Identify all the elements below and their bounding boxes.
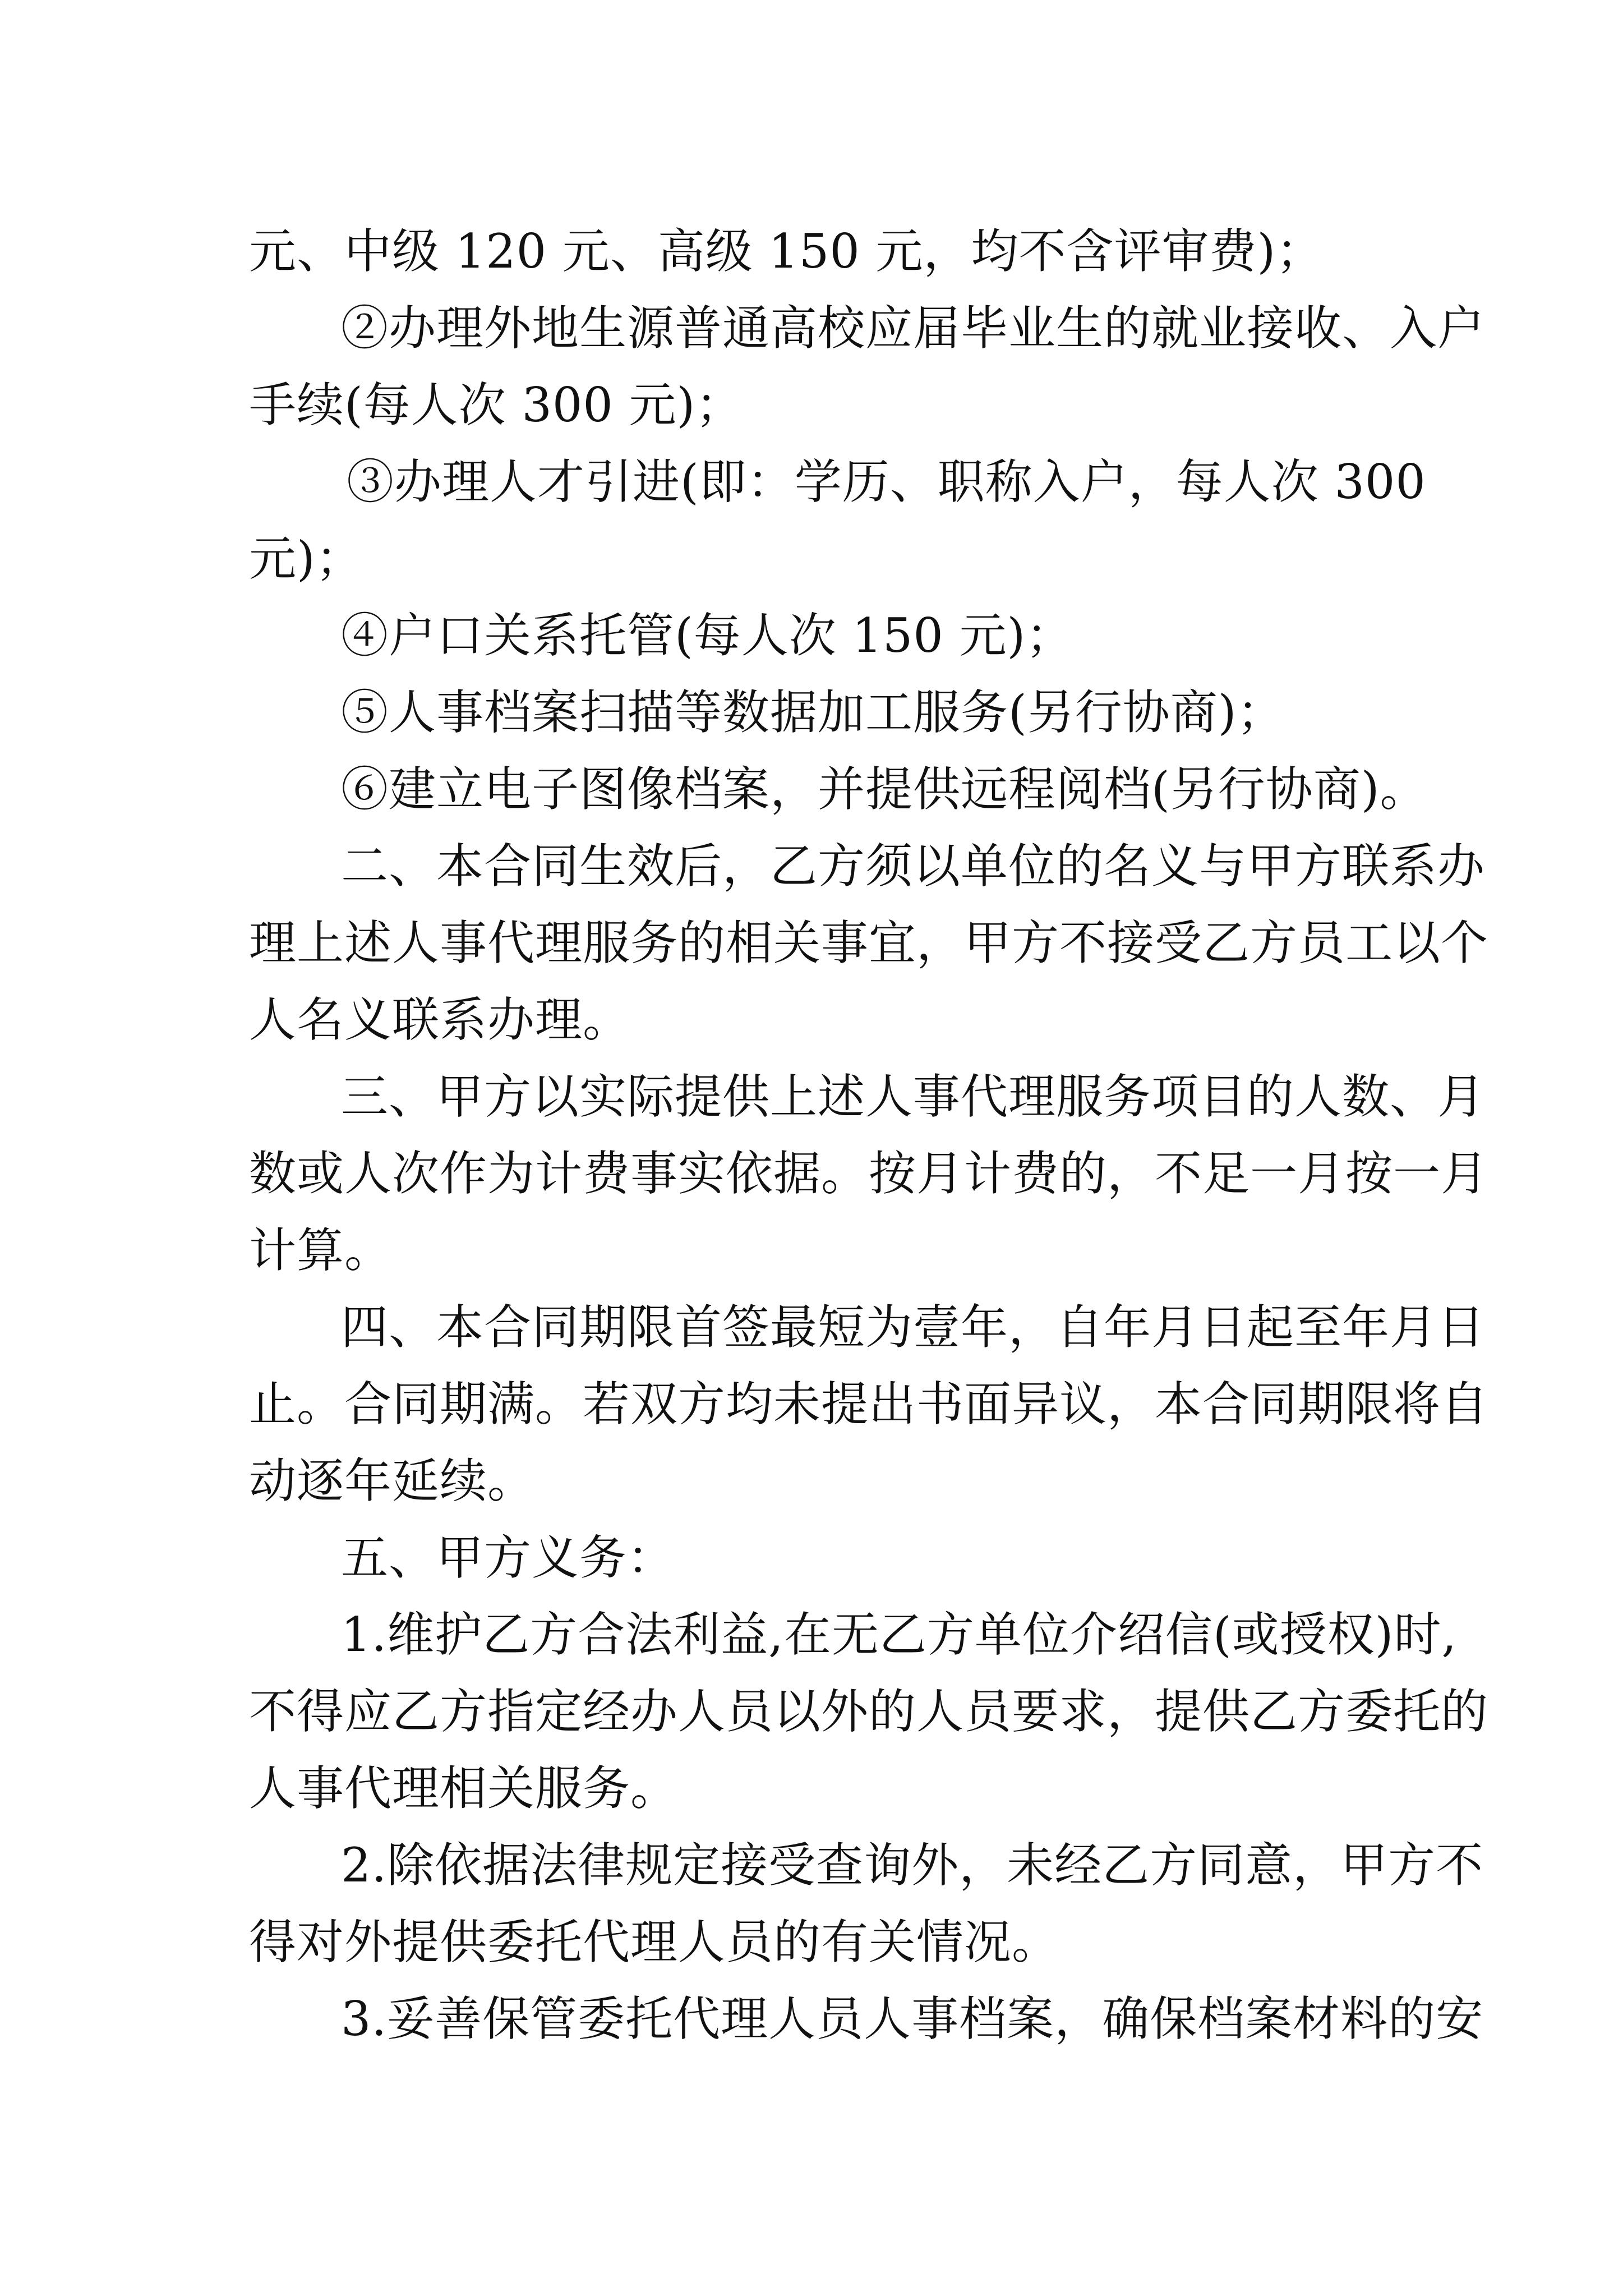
text-line: ⑤人事档案扫描等数据加工服务(另行协商)； bbox=[341, 685, 1285, 740]
text-line: 理上述人事代理服务的相关事宜，甲方不接受乙方员工以个 bbox=[249, 915, 1489, 970]
text-line: 元、中级 120 元、高级 150 元，均不含评审费)； bbox=[249, 224, 1324, 279]
text-line: 止。合同期满。若双方均未提出书面异议，本合同期限将自 bbox=[249, 1377, 1489, 1432]
text-line: 不得应乙方指定经办人员以外的人员要求，提供乙方委托的 bbox=[249, 1684, 1489, 1739]
text-line: 四、本合同期限首签最短为壹年，自年月日起至年月日 bbox=[341, 1300, 1486, 1355]
text-line: 1.维护乙方合法利益,在无乙方单位介绍信(或授权)时, bbox=[341, 1607, 1458, 1662]
text-line: ③办理人才引进(即：学历、职称入户，每人次 300 bbox=[347, 454, 1426, 509]
text-line: 计算。 bbox=[249, 1223, 393, 1278]
text-line: 元)； bbox=[249, 531, 363, 586]
text-line: ⑥建立电子图像档案，并提供远程阅档(另行协商)。 bbox=[341, 762, 1428, 817]
text-line: 动逐年延续。 bbox=[249, 1453, 536, 1508]
text-line: 手续(每人次 300 元)； bbox=[249, 378, 744, 432]
text-line: ④户口关系托管(每人次 150 元)； bbox=[341, 608, 1074, 663]
text-line: 二、本合同生效后，乙方须以单位的名义与甲方联系办 bbox=[341, 839, 1486, 894]
text-line: ②办理外地生源普通高校应届毕业生的就业接收、入户 bbox=[341, 301, 1486, 356]
text-line: 数或人次作为计费事实依据。按月计费的，不足一月按一月 bbox=[249, 1146, 1489, 1201]
document-body bbox=[249, 213, 1489, 2058]
text-line: 五、甲方义务： bbox=[341, 1530, 675, 1585]
text-line: 人事代理相关服务。 bbox=[249, 1761, 679, 1816]
text-line: 得对外提供委托代理人员的有关情况。 bbox=[249, 1915, 1060, 1970]
text-line: 3.妥善保管委托代理人员人事档案，确保档案材料的安 bbox=[341, 1991, 1484, 2046]
text-line: 三、甲方以实际提供上述人事代理服务项目的人数、月 bbox=[341, 1069, 1486, 1124]
text-line: 2.除依据法律规定接受查询外，未经乙方同意，甲方不 bbox=[341, 1838, 1484, 1893]
text-line: 人名义联系办理。 bbox=[249, 992, 631, 1047]
